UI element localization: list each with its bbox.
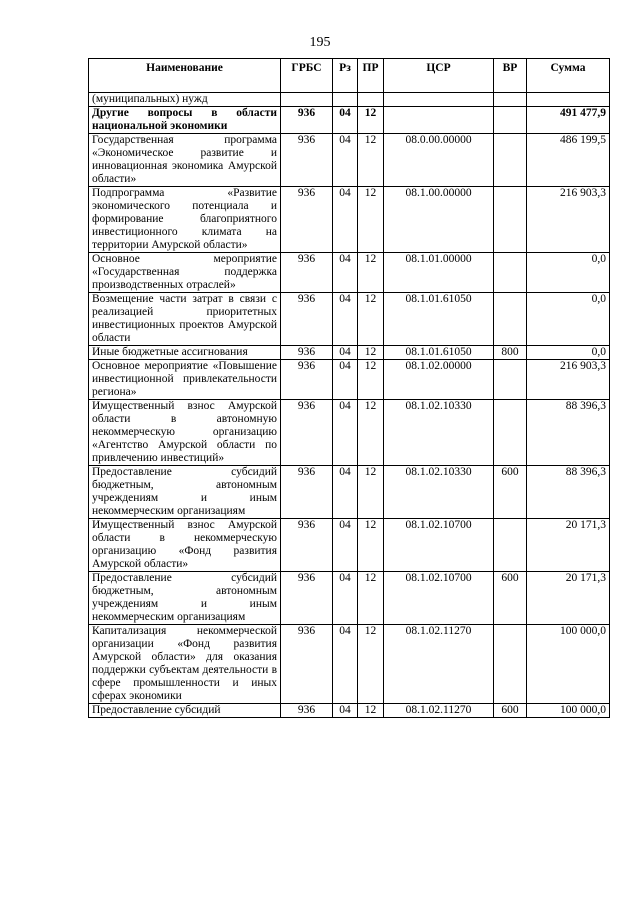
cell-name: Основное мероприятие «Повышение инвестиционной привлекательности региона»: [89, 360, 281, 400]
cell-name: Имущественный взнос Амурской области в некоммерческую организацию «Фонд развития Амурской области»: [89, 519, 281, 572]
cell-csr: 08.1.02.11270: [384, 625, 494, 704]
cell-pr: 12: [358, 519, 384, 572]
cell-csr: 08.1.02.00000: [384, 360, 494, 400]
cell-pr: 12: [358, 346, 384, 360]
cell-sum: 100 000,0: [527, 625, 610, 704]
table-row: [89, 107, 610, 134]
cell-name: Возмещение части затрат в связи с реализацией приоритетных инвестиционных проектов Амурской области: [89, 293, 281, 346]
cell-rz: 04: [333, 293, 358, 346]
cell-sum: 216 903,3: [527, 187, 610, 253]
cell-pr: 12: [358, 625, 384, 704]
cell-vr: 600: [494, 704, 527, 718]
cell-vr: [494, 253, 527, 293]
cell-csr: 08.1.02.10700: [384, 572, 494, 625]
cell-grbs: 936: [281, 572, 333, 625]
cell-vr: 600: [494, 572, 527, 625]
cell-name: Государственная программа «Экономическое развитие и инновационная экономика Амурской области»: [89, 134, 281, 187]
cell-pr: 12: [358, 360, 384, 400]
cell-name: Предоставление субсидий бюджетным, автономным учреждениям и иным некоммерческим организациям: [89, 466, 281, 519]
table-row: [89, 360, 610, 400]
table-row: [89, 466, 610, 519]
table-row: [89, 400, 610, 466]
cell-grbs: 936: [281, 625, 333, 704]
cell-rz: 04: [333, 400, 358, 466]
cell-csr: 08.1.02.10330: [384, 466, 494, 519]
header-grbs: ГРБС: [281, 59, 333, 93]
continuation-row: [89, 93, 610, 107]
header-name: Наименование: [89, 59, 281, 93]
cell-sum: 0,0: [527, 346, 610, 360]
cell-sum: 100 000,0: [527, 704, 610, 718]
cell-grbs: 936: [281, 107, 333, 134]
cell-sum: 216 903,3: [527, 360, 610, 400]
header-rz: Рз: [333, 59, 358, 93]
cell-rz: 04: [333, 519, 358, 572]
table-row: [89, 625, 610, 704]
header-sum: Сумма: [527, 59, 610, 93]
cell-name: Иные бюджетные ассигнования: [89, 346, 281, 360]
cell-name: Имущественный взнос Амурской области в автономную некоммерческую организацию «Агентство Амурской области по привлечению инвестиций»: [89, 400, 281, 466]
cell-sum: 0,0: [527, 293, 610, 346]
cell-vr: [494, 625, 527, 704]
cell-csr: 08.1.01.00000: [384, 253, 494, 293]
table-row: [89, 519, 610, 572]
cell-csr: 08.1.00.00000: [384, 187, 494, 253]
cell-rz: 04: [333, 625, 358, 704]
table-row: [89, 134, 610, 187]
cell-grbs: 936: [281, 360, 333, 400]
cell-grbs: 936: [281, 466, 333, 519]
cell-sum: 20 171,3: [527, 572, 610, 625]
cell-grbs: 936: [281, 134, 333, 187]
cell-sum: 88 396,3: [527, 466, 610, 519]
table-row: [89, 346, 610, 360]
cell-name: Предоставление субсидий: [89, 704, 281, 718]
header-csr: ЦСР: [384, 59, 494, 93]
cell-sum: 491 477,9: [527, 107, 610, 134]
cell-pr: 12: [358, 253, 384, 293]
cell-vr: [494, 400, 527, 466]
cell-rz: 04: [333, 187, 358, 253]
cell-rz: 04: [333, 134, 358, 187]
table-row: [89, 293, 610, 346]
cell-csr: 08.1.02.10330: [384, 400, 494, 466]
cell-grbs: 936: [281, 519, 333, 572]
cell-grbs: 936: [281, 400, 333, 466]
cell-sum: 20 171,3: [527, 519, 610, 572]
table-row: [89, 704, 610, 718]
cell-pr: 12: [358, 293, 384, 346]
cell-rz: 04: [333, 572, 358, 625]
cell-rz: 04: [333, 253, 358, 293]
cell-name: Другие вопросы в области национальной экономики: [89, 107, 281, 134]
cell-grbs: 936: [281, 253, 333, 293]
cell-rz: 04: [333, 360, 358, 400]
header-pr: ПР: [358, 59, 384, 93]
cell-vr: [494, 107, 527, 134]
cell-name: Предоставление субсидий бюджетным, автономным учреждениям и иным некоммерческим организациям: [89, 572, 281, 625]
cell-rz: 04: [333, 704, 358, 718]
cell-vr: 600: [494, 466, 527, 519]
cell-csr: [384, 107, 494, 134]
cell-pr: 12: [358, 134, 384, 187]
table-row: [89, 253, 610, 293]
cell-csr: 08.1.02.10700: [384, 519, 494, 572]
cell-vr: 800: [494, 346, 527, 360]
cell-pr: 12: [358, 187, 384, 253]
cell-vr: [494, 134, 527, 187]
cell-pr: 12: [358, 466, 384, 519]
cell-csr: 08.1.01.61050: [384, 293, 494, 346]
cell-csr: 08.1.02.11270: [384, 704, 494, 718]
cell-rz: 04: [333, 107, 358, 134]
cell-name: Капитализация некоммерческой организации «Фонд развития Амурской области» для оказания поддержки субъектам деятельности в сфере промышленности и иных сферах экономики: [89, 625, 281, 704]
cell-vr: [494, 187, 527, 253]
cell-grbs: 936: [281, 346, 333, 360]
cell-name: Основное мероприятие «Государственная поддержка производственных отраслей»: [89, 253, 281, 293]
budget-table: [88, 58, 610, 718]
cell-grbs: 936: [281, 293, 333, 346]
cell-sum: 88 396,3: [527, 400, 610, 466]
cell-csr: 08.0.00.00000: [384, 134, 494, 187]
cell-sum: 486 199,5: [527, 134, 610, 187]
cell-pr: 12: [358, 572, 384, 625]
cell-pr: 12: [358, 107, 384, 134]
cell-name: Подпрограмма «Развитие экономического потенциала и формирование благоприятного инвестиционного климата на территории Амурской области»: [89, 187, 281, 253]
cell-grbs: 936: [281, 187, 333, 253]
cell-sum: 0,0: [527, 253, 610, 293]
cell-rz: 04: [333, 466, 358, 519]
table-row: [89, 187, 610, 253]
cell-rz: 04: [333, 346, 358, 360]
cell-csr: 08.1.01.61050: [384, 346, 494, 360]
cell-vr: [494, 293, 527, 346]
header-vr: ВР: [494, 59, 527, 93]
cell-pr: 12: [358, 704, 384, 718]
cell-grbs: 936: [281, 704, 333, 718]
table-row: [89, 572, 610, 625]
cell-vr: [494, 360, 527, 400]
continuation-text: (муниципальных) нужд: [89, 93, 281, 107]
page-number: 195: [309, 35, 331, 50]
table-header-row: [89, 59, 610, 93]
cell-vr: [494, 519, 527, 572]
cell-pr: 12: [358, 400, 384, 466]
